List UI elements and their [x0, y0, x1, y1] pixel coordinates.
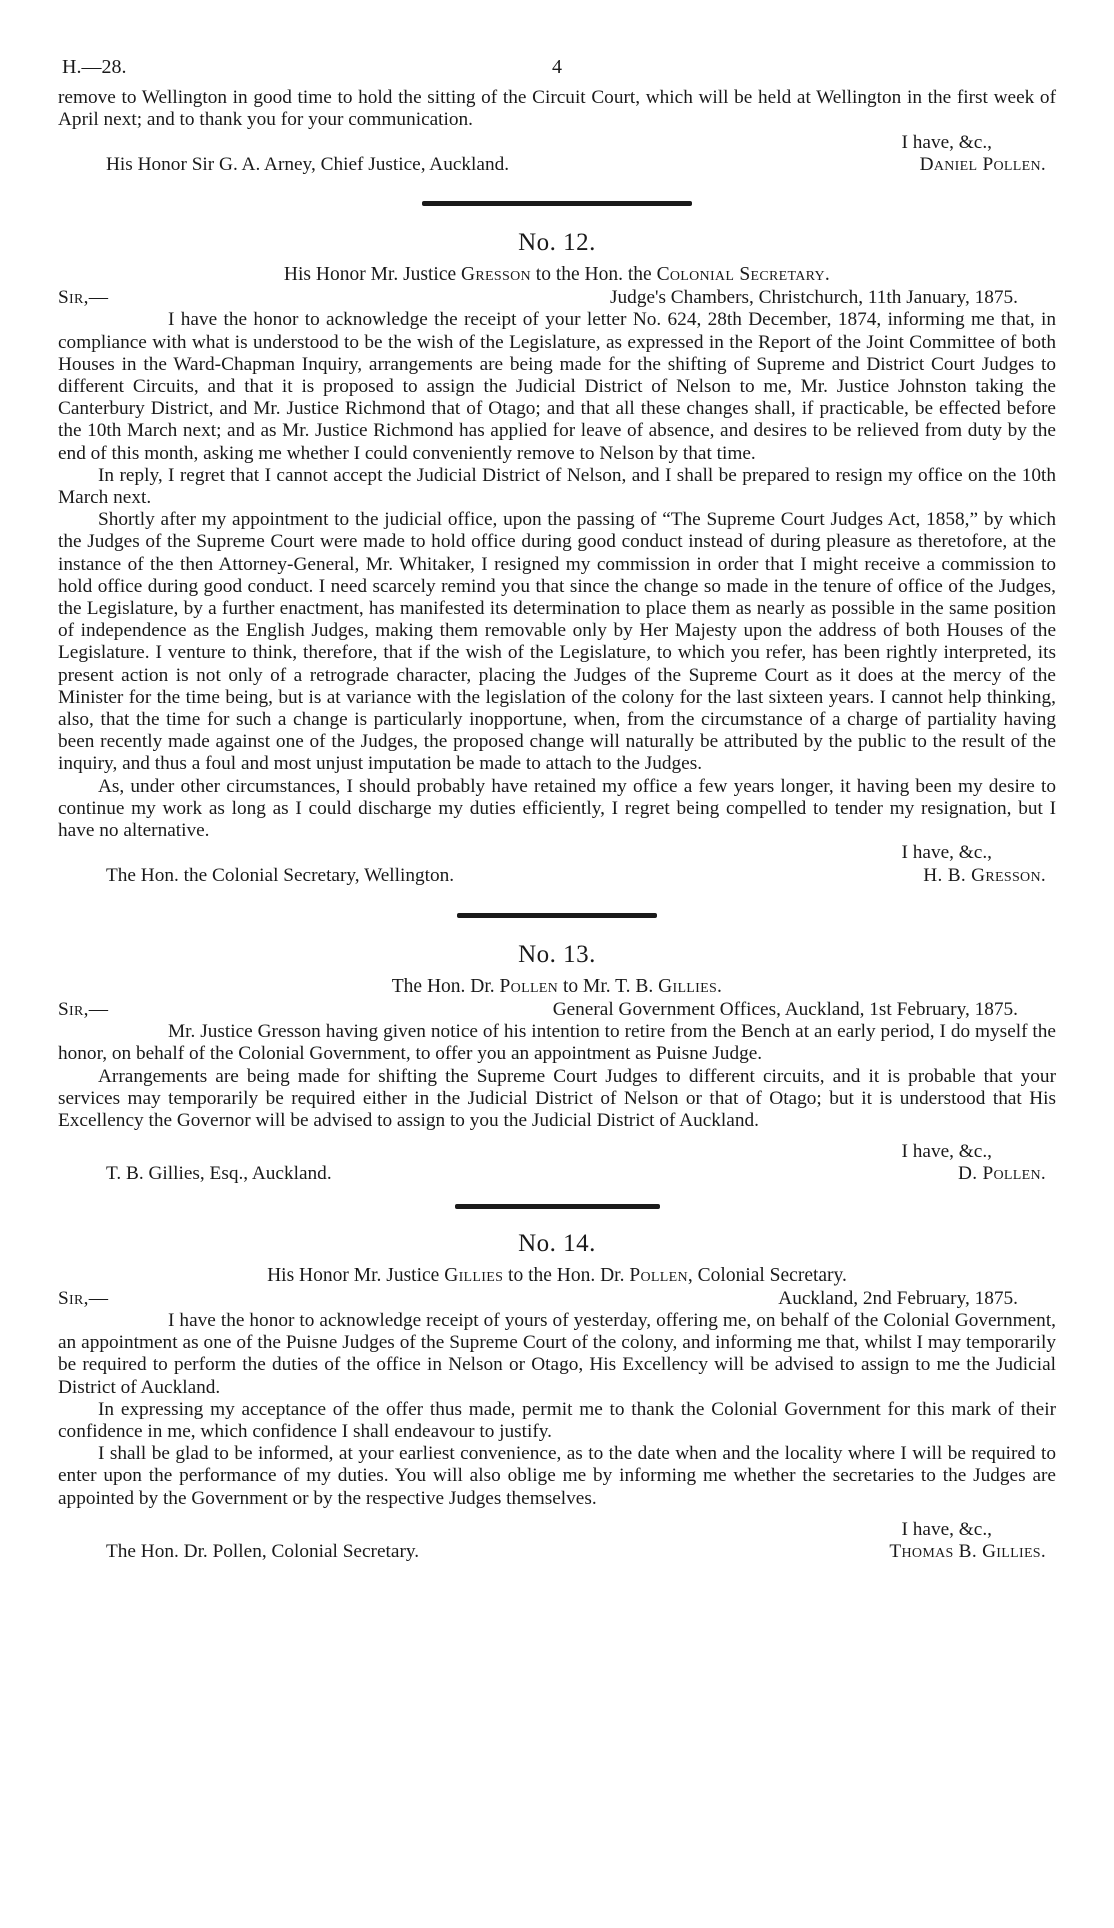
letter-13: [58, 940, 1056, 1186]
letter-paragraph: Arrangements are being made for shifting the Supreme Court Judges to different circuits, and it is probable that your services may temporarily be required either in the Judicial District of Nelson or that of Otago; but it is understood that His Excellency the Governor will be advised to assign to you the Judicial District of Auckland.: [58, 1065, 1056, 1131]
letter-12: [58, 228, 1056, 887]
addressee: The Hon. Dr. Pollen, Colonial Secretary.: [106, 1540, 420, 1562]
page-number: 4: [552, 56, 562, 78]
title-text: The Hon. Dr.: [391, 975, 500, 997]
title-recipient: Colonial Secretary.: [656, 264, 831, 286]
title-sender: Gillies: [444, 1264, 504, 1286]
paper-reference: H.—28.: [62, 56, 127, 78]
letter-paragraph: As, under other circumstances, I should probably have retained my office a few years longer, it having been my desire to continue my work as long as I could discharge my duties efficiently, I regret being compelled to tender my resignation, but I have no alternative.: [58, 775, 1056, 842]
dateline: Auckland, 2nd February, 1875.: [778, 1287, 1018, 1309]
title-text: to the Hon. the: [530, 264, 657, 286]
letter-title: [58, 976, 1056, 998]
section-divider: [455, 1204, 660, 1209]
title-recipient: Gillies.: [658, 975, 723, 997]
dateline: General Government Offices, Auckland, 1st February, 1875.: [552, 998, 1018, 1020]
letter-number: No. 14.: [518, 1229, 596, 1257]
title-sender: Gresson: [461, 264, 531, 286]
letter-paragraph: In expressing my acceptance of the offer thus made, permit me to thank the Colonial Government for this mark of their confidence in me, which confidence I shall endeavour to justify.: [58, 1398, 1056, 1442]
section-divider: [422, 201, 692, 206]
signature: Thomas B. Gillies.: [889, 1540, 1046, 1562]
title-text: to Mr. T. B.: [558, 975, 659, 997]
signoff: [58, 1163, 1056, 1185]
signature: D. Pollen.: [958, 1163, 1046, 1185]
salutation: Sir,—: [58, 998, 109, 1020]
intro-addressee: His Honor Sir G. A. Arney, Chief Justice, Auckland.: [106, 153, 510, 175]
salutation: Sir,—: [58, 287, 109, 309]
letter-paragraph: I have the honor to acknowledge receipt of yours of yesterday, offering me, on behalf of the Colonial Government, an appointment as one of the Puisne Judges of the Supreme Court of the colony, and informing me that, whilst I may temporarily be required to perform the duties of the office in Nelson or Otago, His Excellency will be advised to assign to me the Judicial District of Auckland.: [58, 1309, 1056, 1398]
letter-number: No. 12.: [518, 229, 596, 257]
intro-paragraph: remove to Wellington in good time to hold the sitting of the Circuit Court, which will be held at Wellington in the first week of April next; and to thank you for your communication.: [58, 87, 1056, 131]
salutation: Sir,—: [58, 1287, 109, 1309]
title-text: to the Hon. Dr.: [503, 1264, 630, 1286]
addressee: T. B. Gillies, Esq., Auckland.: [106, 1163, 332, 1185]
intro-signoff: [58, 154, 1056, 176]
title-recipient: Pollen: [629, 1264, 688, 1286]
letter-paragraph: I have the honor to acknowledge the receipt of your letter No. 624, 28th December, 1874, informing me that, in compliance with what is understood to be the wish of the Legislature, as expressed in the Report of the Joint Committee of both Houses in the Ward-Chapman Inquiry, arrangements are being made for the shifting of Supreme and District Court Judges to different Circuits, and that it is proposed to assign the Judicial District of Nelson to me, Mr. Justice Johnston taking the Canterbury District, and Mr. Justice Richmond that of Otago; and that all these changes shall, if practicable, be effected before the 10th March next; and as Mr. Justice Richmond has applied for leave of absence, and desires to be relieved from duty by the end of this month, asking me whether I could conveniently remove to Nelson by that time.: [58, 309, 1056, 464]
closing: I have, &c.,: [901, 842, 992, 864]
section-divider: [457, 913, 657, 918]
signoff: [58, 865, 1056, 887]
letter-number: No. 13.: [518, 940, 596, 968]
closing: I have, &c.,: [901, 1141, 992, 1163]
signoff: [58, 1541, 1056, 1563]
title-text: His Honor Mr. Justice: [267, 1264, 445, 1286]
title-text: His Honor Mr. Justice: [283, 264, 462, 286]
title-text: , Colonial Secretary.: [687, 1264, 847, 1286]
page-header: [58, 56, 1056, 78]
salutation-row: [58, 287, 1056, 309]
intro-signature: Daniel Pollen.: [919, 153, 1046, 175]
dateline: Judge's Chambers, Christchurch, 11th January, 1875.: [610, 287, 1018, 309]
title-sender: Pollen: [499, 975, 559, 997]
salutation-row: [58, 1288, 1056, 1310]
letter-title: [58, 264, 1056, 286]
letter-paragraph: Shortly after my appointment to the judicial office, upon the passing of “The Supreme Court Judges Act, 1858,” by which the Judges of the Supreme Court were made to hold office during good conduct instead of during pleasure as theretofore, at the instance of the then Attorney-General, Mr. Whitaker, I resigned my commission in order that I might receive a commission to hold office during good conduct. I need scarcely remind you that since the change so made in the tenure of office of the Judges, the Legislature, by a further enactment, has manifested its determination to place them as nearly as possible in the same position of independence as the English Judges, making them removable only by Her Majesty upon the address of both Houses of the Legislature. I venture to think, therefore, that if the wish of the Legislature, to which you refer, has been rightly interpreted, its present action is not only of a retrograde character, placing the Judges of the Supreme Court as it does at the mercy of the Minister for the time being, but is at variance with the legislation of the colony for the last sixteen years. I cannot help thinking, also, that the time for such a change is particularly inopportune, when, from the circumstance of a charge of partiality having been recently made against one of the Judges, the proposed change will naturally be attributed by the public to the result of the inquiry, and thus a foul and most unjust imputation be made to attach to the Judges.: [58, 509, 1056, 775]
letter-paragraph: Mr. Justice Gresson having given notice of his intention to retire from the Bench at an early period, I do myself the honor, on behalf of the Colonial Government, to offer you an appointment as Puisne Judge.: [58, 1021, 1056, 1065]
closing: I have, &c.,: [901, 1518, 992, 1540]
signature: H. B. Gresson.: [923, 864, 1046, 886]
letter-14: [58, 1229, 1056, 1564]
intro-closing: I have, &c.,: [901, 131, 992, 153]
letter-paragraph: In reply, I regret that I cannot accept the Judicial District of Nelson, and I shall be prepared to resign my office on the 10th March next.: [58, 464, 1056, 509]
salutation-row: [58, 999, 1056, 1021]
addressee: The Hon. the Colonial Secretary, Wellington.: [106, 864, 455, 886]
letter-title: [58, 1265, 1056, 1287]
letter-paragraph: I shall be glad to be informed, at your earliest convenience, as to the date when and the locality where I will be required to enter upon the performance of my duties. You will also oblige me by informing me whether the secretaries to the Judges are appointed by the Government or by the respective Judges themselves.: [58, 1443, 1056, 1509]
